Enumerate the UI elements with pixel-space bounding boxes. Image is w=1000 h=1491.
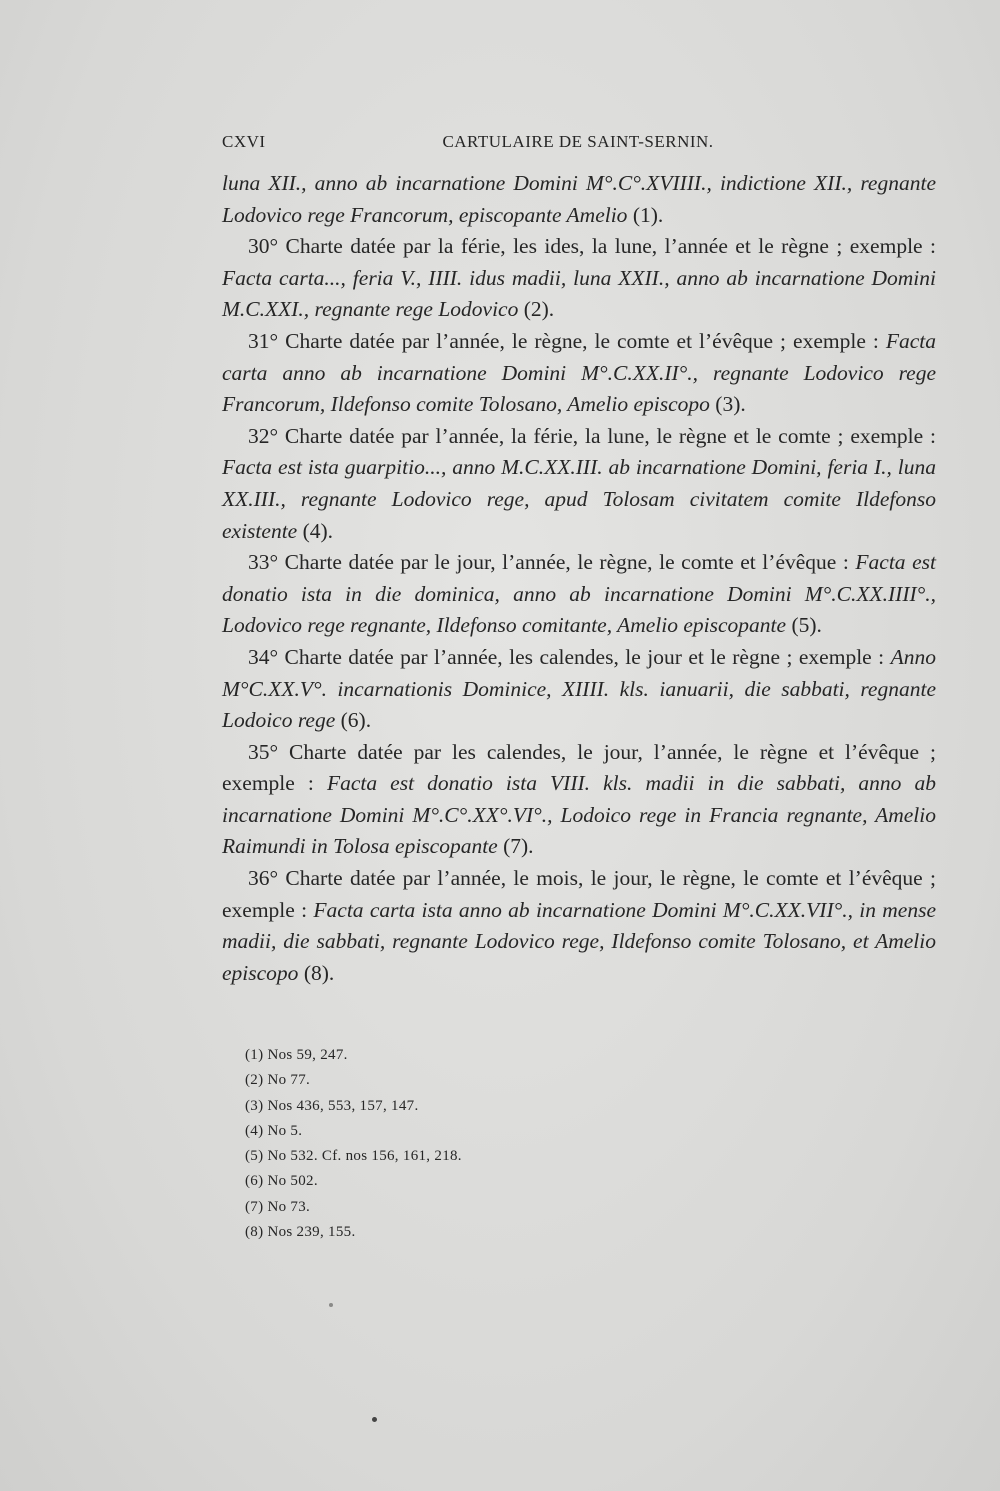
latin-example: Anno M°C.XX.V°. incarnationis Dominice, XIIII. kls. ianuarii, die sabbati, regnante Lodoico rege: [222, 644, 936, 733]
running-title: CARTULAIRE DE SAINT-SERNIN.: [442, 132, 714, 151]
folio-number: CXVI: [222, 132, 266, 151]
footnote-ref: (4).: [297, 518, 334, 543]
entry-32: [222, 421, 936, 547]
entry-35: [222, 737, 936, 863]
entry-description: 34° Charte datée par l’année, les calendes, le jour et le règne ; exemple :: [248, 644, 891, 669]
footnote: (8) Nos 239, 155.: [245, 1224, 356, 1241]
entry-description: 32° Charte datée par l’année, la férie, la lune, le règne et le comte ; exemple :: [248, 423, 936, 448]
paragraph-continuation: [222, 168, 936, 231]
entry-description: 36° Charte datée par l’année, le mois, le jour, le règne, le comte et l’évêque ; exemple :: [222, 866, 936, 922]
latin-example: Facta carta ista anno ab incarnatione Domini M°.C.XX.VII°., in mense madii, die sabbati, regnante Lodovico rege, Ildefonso comite Tolosano, et Amelio episcopo: [222, 897, 936, 985]
entry-description: 35° Charte datée par les calendes, le jour, l’année, le règne et l’évêque ; exemple :: [222, 739, 936, 796]
footnotes: [245, 1043, 462, 1245]
main-text: [222, 168, 936, 989]
footnote: (6) No 502.: [245, 1173, 318, 1190]
footnote-ref: (7).: [497, 834, 534, 859]
footnote-ref: (2).: [518, 297, 555, 322]
footnote-ref: (1).: [627, 202, 664, 227]
latin-example: Facta carta anno ab incarnatione Domini M°.C.XX.II°., regnante Lodovico rege Francorum, Ildefonso comite Tolosano, Amelio episcopo: [222, 328, 936, 417]
latin-example: Facta est donatio ista VIII. kls. madii in die sabbati, anno ab incarnatione Domini M°.C°.XX°.VI°., Lodoico rege in Francia regnante, Amelio Raimundi in Tolosa episcopante: [222, 771, 936, 859]
entry-34: [222, 642, 936, 737]
entry-description: 33° Charte datée par le jour, l’année, le règne, le comte et l’évêque :: [248, 550, 856, 575]
footnote: (2) No 77.: [245, 1072, 311, 1089]
footnote-ref: (8).: [298, 960, 335, 985]
entry-33: [222, 547, 936, 642]
paper-speck: [329, 1303, 333, 1307]
footnote-ref: (3).: [709, 392, 746, 417]
paper-speck: [372, 1417, 377, 1422]
latin-example: Facta est donatio ista in die dominica, anno ab incarnatione Domini M°.C.XX.IIII°., Lodovico rege regnante, Ildefonso comitante, Amelio episcopante: [222, 550, 936, 638]
entry-description: 31° Charte datée par l’année, le règne, le comte et l’évêque ; exemple :: [248, 328, 886, 353]
footnote-ref: (5).: [786, 613, 822, 638]
latin-example: Facta est ista guarpitio..., anno M.C.XX.III. ab incarnatione Domini, feria I., luna XX.III., regnante Lodovico rege, apud Tolosam civitatem comite Ildefonso existente: [222, 455, 936, 543]
footnote: (5) No 532. Cf. nos 156, 161, 218.: [245, 1148, 462, 1165]
entry-description: 30° Charte datée par la férie, les ides, la lune, l’année et le règne ; exemple :: [248, 234, 936, 259]
footnote: (7) No 73.: [245, 1198, 311, 1215]
footnote: (3) Nos 436, 553, 157, 147.: [245, 1097, 419, 1114]
footnote: (4) No 5.: [245, 1122, 303, 1139]
footnote: (1) Nos 59, 247.: [245, 1047, 348, 1063]
entry-31: [222, 326, 936, 421]
footnote-ref: (6).: [335, 708, 372, 733]
entry-30: [222, 231, 936, 326]
latin-example: Facta carta..., feria V., IIII. idus madii, luna XXII., anno ab incarnatione Domini M.C.XXI., regnante rege Lodovico: [222, 265, 936, 322]
entry-36: [222, 863, 936, 989]
latin-example: luna XII., anno ab incarnatione Domini M°.C°.XVIIII., indictione XII., regnante Lodovico rege Francorum, episcopante Amelio: [222, 171, 936, 227]
